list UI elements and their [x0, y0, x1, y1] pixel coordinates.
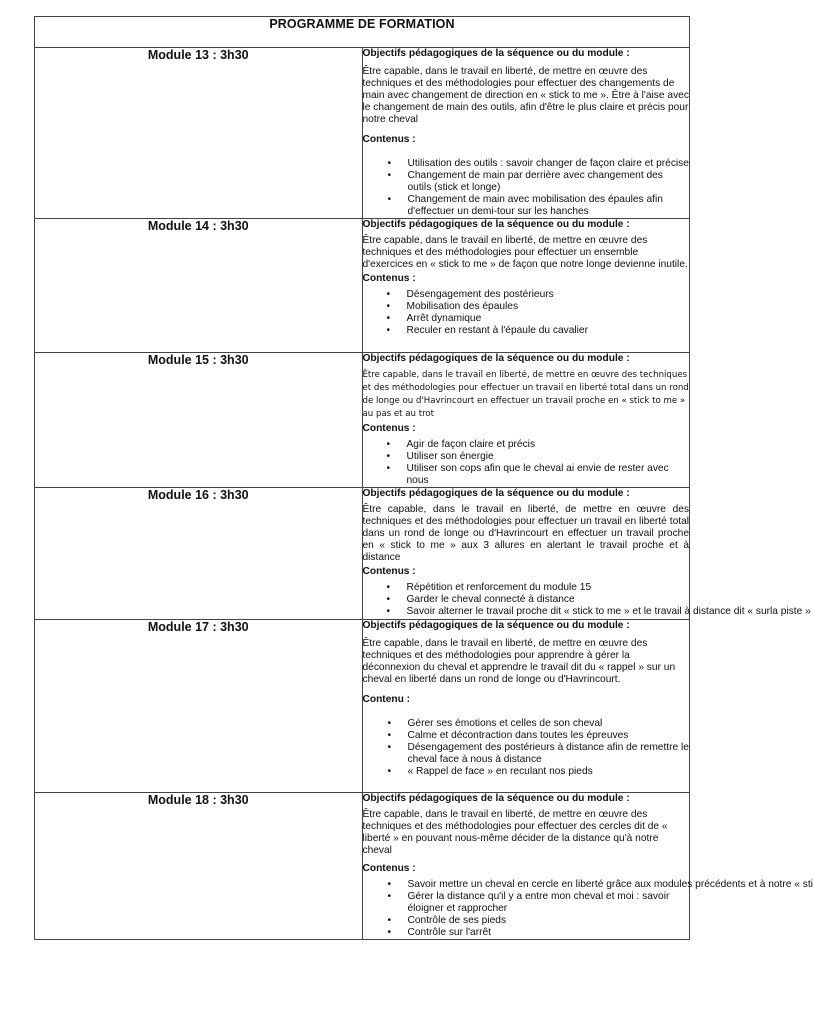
objectives-heading: Objectifs pédagogiques de la séquence ou du module : — [362, 793, 630, 804]
contents-label: Contenus : — [362, 423, 416, 434]
list-item: • Agir de façon claire et précis — [407, 439, 690, 451]
contents-list — [363, 582, 811, 618]
contents-label: Contenus : — [362, 273, 416, 284]
list-item: • Changement de main avec mobilisation des épaules afin d'effectuer un demi-tour sur les hanches — [408, 194, 690, 218]
contents-list — [363, 718, 690, 778]
list-item: • « Rappel de face » en reculant nos pieds — [408, 766, 690, 778]
module-description: Être capable, dans le travail en liberté, de mettre en œuvre des techniques et des méthodologies pour effectuer un travail en liberté total dans un rond de longe ou d'Havrincourt en effectuer un travail proche en « stick to me » aux 3 allures en alertant le travail proche et à distance — [362, 504, 689, 563]
list-item: • Reculer en restant à l'épaule du cavalier — [407, 325, 690, 337]
module-content — [362, 353, 690, 488]
module-label: Module 16 : 3h30 — [35, 488, 363, 620]
module-description: Être capable, dans le travail en liberté, de mettre en œuvre des techniques et des méthodologies pour effectuer un travail en liberté total dans un rond de longe ou d'Havrincourt en effectuer un travail proche en « stick to me » au pas et au trot — [362, 370, 689, 419]
contents-list — [363, 289, 690, 337]
module-content — [362, 620, 690, 793]
list-item: • Gérer ses émotions et celles de son cheval — [408, 718, 690, 730]
page-title: PROGRAMME DE FORMATION — [35, 17, 690, 48]
list-item: • Changement de main par derrière avec changement des outils (stick et longe) — [408, 170, 690, 194]
module-content — [362, 488, 811, 620]
list-item: • Répétition et renforcement du module 15 — [407, 582, 690, 594]
list-item: • Savoir alterner le travail proche dit « stick to me » et le travail à distance dit « surla piste » — [407, 606, 690, 618]
module-label: Module 15 : 3h30 — [35, 353, 363, 488]
list-item: • Désengagement des postérieurs à distance afin de remettre le cheval face à nous à distance — [408, 742, 690, 766]
list-item: • Gérer la distance qu'il y a entre mon cheval et moi : savoir éloigner et rapprocher — [408, 891, 690, 915]
module-row-17 — [35, 620, 690, 793]
list-item: • Savoir mettre un cheval en cercle en liberté grâce aux modules précédents et à notre « sti — [408, 879, 690, 891]
module-label: Module 14 : 3h30 — [35, 219, 363, 353]
list-item: • Désengagement des postérieurs — [407, 289, 690, 301]
module-content — [362, 219, 690, 353]
list-item: • Utilisation des outils : savoir changer de façon claire et précise — [408, 158, 690, 170]
module-row-13 — [35, 48, 690, 219]
module-description: Être capable, dans le travail en liberté, de mettre en œuvre des techniques et des méthodologies pour effectuer un ensemble d'exercices en « stick to me » de façon que notre longe devienne inutile. — [362, 235, 688, 270]
module-label: Module 17 : 3h30 — [35, 620, 363, 793]
objectives-heading: Objectifs pédagogiques de la séquence ou du module : — [362, 620, 630, 631]
module-label: Module 18 : 3h30 — [35, 793, 363, 940]
contents-list — [363, 879, 813, 939]
module-content — [362, 793, 813, 940]
list-item: • Calme et décontraction dans toutes les épreuves — [408, 730, 690, 742]
module-content — [362, 48, 690, 219]
objectives-heading: Objectifs pédagogiques de la séquence ou du module : — [362, 219, 630, 230]
contents-list — [363, 158, 690, 218]
module-label: Module 13 : 3h30 — [35, 48, 363, 219]
module-row-15 — [35, 353, 690, 488]
list-item: • Arrêt dynamique — [407, 313, 690, 325]
list-item: • Utiliser son cops afin que le cheval ai envie de rester avec nous — [407, 463, 690, 487]
objectives-heading: Objectifs pédagogiques de la séquence ou du module : — [362, 353, 630, 364]
module-description: Être capable, dans le travail en liberté, de mettre en œuvre des techniques et des méthodologies pour effectuer des changements de main avec changement de direction en « stick to me ». Être à l'aise avec le changement de main des outils, afin d'être le plus claire et précis pour notre cheval — [362, 66, 689, 125]
contents-label: Contenu : — [362, 694, 411, 705]
contents-label: Contenus : — [362, 863, 416, 874]
module-row-16 — [35, 488, 690, 620]
contents-label: Contenus : — [362, 134, 416, 145]
module-row-14 — [35, 219, 690, 353]
contents-list — [363, 439, 690, 487]
module-row-18 — [35, 793, 690, 940]
list-item: • Garder le cheval connecté à distance — [407, 594, 690, 606]
objectives-heading: Objectifs pédagogiques de la séquence ou du module : — [362, 488, 630, 499]
list-item: • Mobilisation des épaules — [407, 301, 690, 313]
list-item: • Utiliser son énergie — [407, 451, 690, 463]
title-row — [35, 17, 690, 48]
objectives-heading: Objectifs pédagogiques de la séquence ou du module : — [362, 48, 630, 59]
list-item: • Contrôle sur l'arrêt — [408, 927, 690, 939]
module-description: Être capable, dans le travail en liberté, de mettre en œuvre des techniques et des méthodologies pour apprendre à gérer la déconnexion du cheval et apprendre le travail dit du « rappel » sur un cheval en liberté dans un rond de longe ou d'Havrincourt. — [362, 638, 676, 685]
module-description: Être capable, dans le travail en liberté, de mettre en œuvre des techniques et des méthodologies pour effectuer des cercles dit de « liberté » en pouvant nous-même décider de la distance qu'à notre cheval — [362, 809, 668, 856]
training-program-table — [34, 16, 813, 940]
contents-label: Contenus : — [362, 566, 416, 577]
list-item: • Contrôle de ses pieds — [408, 915, 690, 927]
